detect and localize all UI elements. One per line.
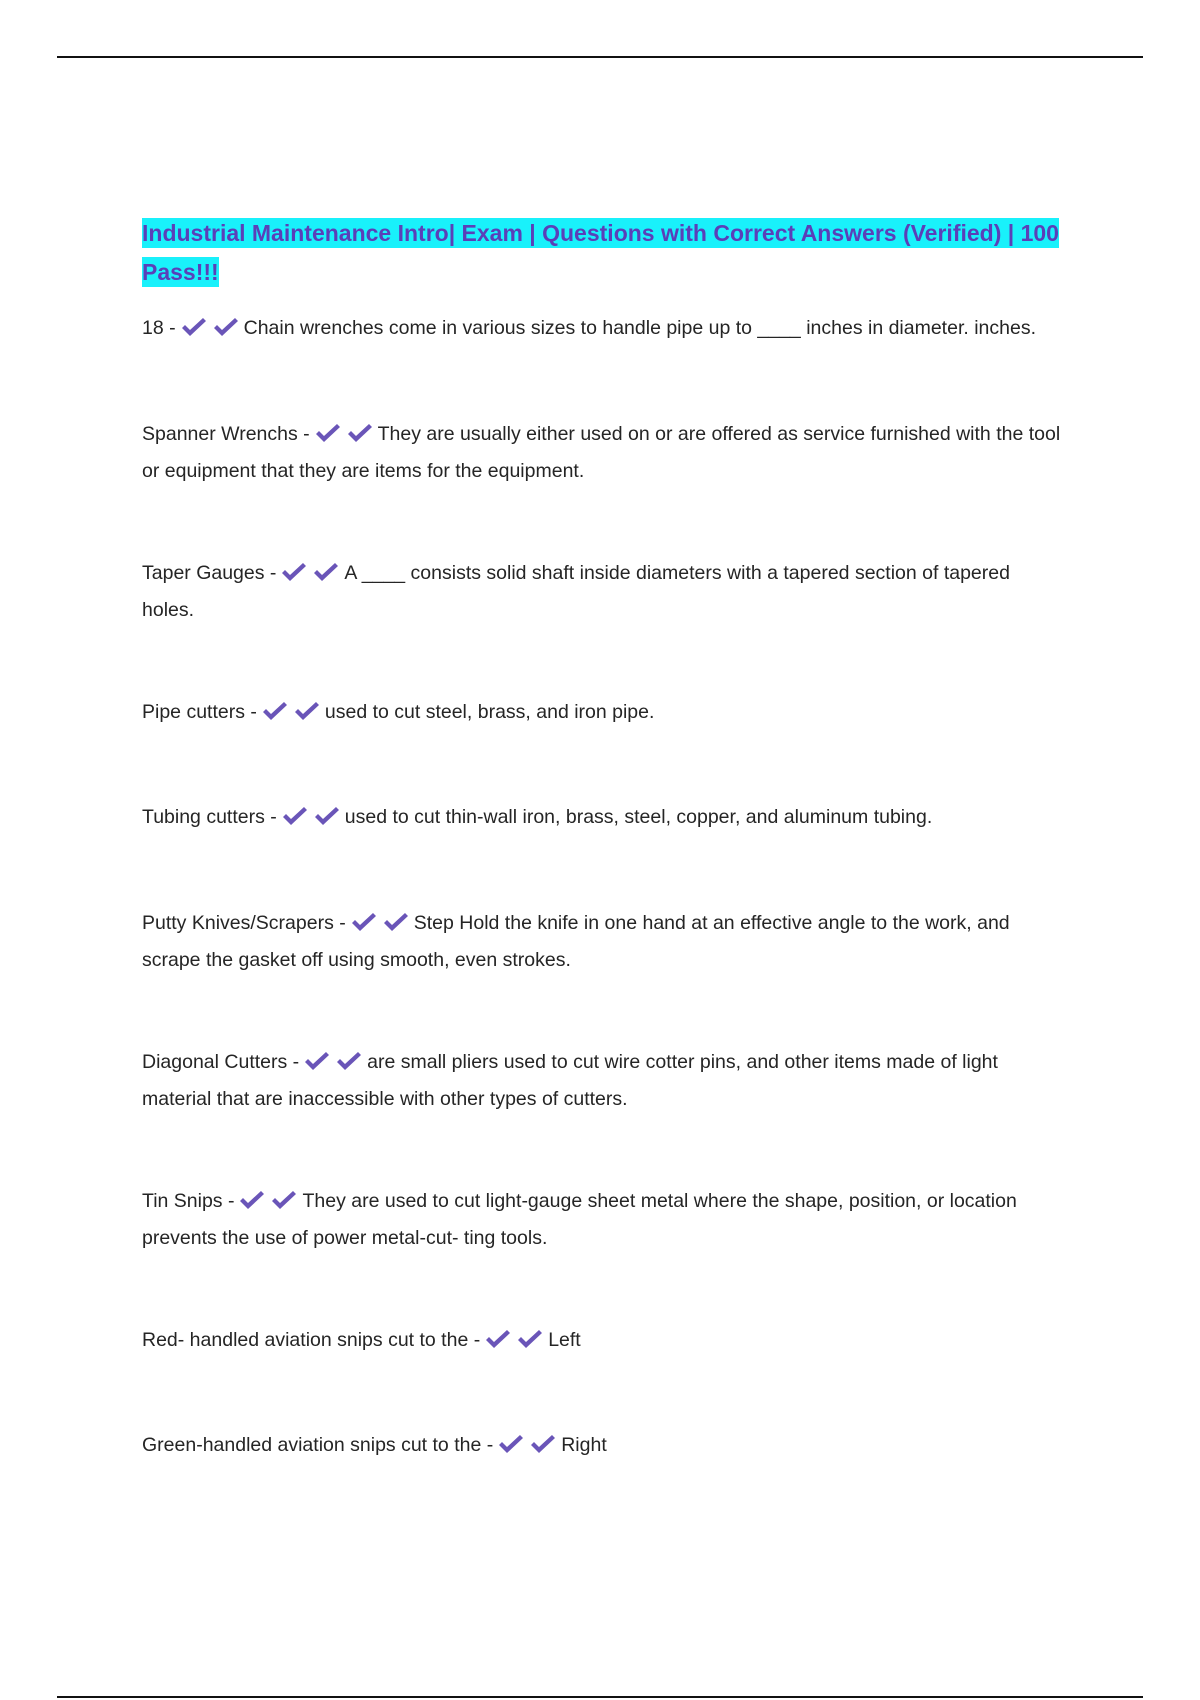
check-mark-icon	[529, 1433, 556, 1455]
qa-item	[142, 1046, 1062, 1117]
qa-list	[142, 312, 1062, 1467]
question-text: Putty Knives/Scrapers -	[142, 911, 346, 934]
check-mark-icon	[212, 316, 239, 338]
double-check-icon	[350, 911, 411, 945]
double-check-icon	[314, 422, 375, 456]
check-mark-icon	[314, 422, 341, 444]
question-text: Pipe cutters -	[142, 700, 257, 723]
qa-item	[142, 1185, 1062, 1256]
document-body	[142, 214, 1062, 1535]
document-title	[142, 214, 1062, 292]
qa-item	[142, 1324, 1062, 1362]
check-mark-icon	[484, 1328, 511, 1350]
title-highlight: Industrial Maintenance Intro| Exam | Questions with Correct Answers (Verified) | 100 Pass!!!	[142, 220, 1059, 285]
qa-item	[142, 1429, 1062, 1467]
check-mark-icon	[281, 805, 308, 827]
question-text: Spanner Wrenchs -	[142, 422, 310, 445]
answer-text: They are used to cut light-gauge sheet metal where the shape, position, or location prevents the use of power metal-cut- ting tools.	[142, 1189, 1017, 1249]
check-mark-icon	[382, 911, 409, 933]
double-check-icon	[497, 1433, 558, 1467]
check-mark-icon	[261, 700, 288, 722]
qa-item	[142, 801, 1062, 839]
answer-text: Step Hold the knife in one hand at an effective angle to the work, and scrape the gasket off using smooth, even strokes.	[142, 911, 1010, 971]
qa-item	[142, 557, 1062, 628]
answer-text: are small pliers used to cut wire cotter pins, and other items made of light material that are inaccessible with other types of cutters.	[142, 1050, 998, 1110]
check-mark-icon	[335, 1050, 362, 1072]
check-mark-icon	[346, 422, 373, 444]
qa-item	[142, 418, 1062, 489]
answer-text: Chain wrenches come in various sizes to handle pipe up to ____ inches in diameter. inches.	[243, 317, 1036, 339]
check-mark-icon	[280, 561, 307, 583]
question-text: 18 -	[142, 317, 176, 339]
check-mark-icon	[516, 1328, 543, 1350]
double-check-icon	[484, 1328, 545, 1362]
qa-item	[142, 312, 1062, 350]
top-rule	[57, 56, 1143, 58]
answer-text: used to cut thin-wall iron, brass, steel, copper, and aluminum tubing.	[344, 806, 933, 828]
double-check-icon	[180, 316, 241, 350]
question-text: Tin Snips -	[142, 1189, 235, 1212]
double-check-icon	[238, 1189, 299, 1223]
check-mark-icon	[238, 1189, 265, 1211]
check-mark-icon	[303, 1050, 330, 1072]
bottom-rule	[57, 1696, 1143, 1698]
check-mark-icon	[270, 1189, 297, 1211]
double-check-icon	[303, 1050, 364, 1084]
qa-item	[142, 907, 1062, 978]
answer-text: They are usually either used on or are offered as service furnished with the tool or equipment that they are items for the equipment.	[142, 422, 1061, 482]
check-mark-icon	[293, 700, 320, 722]
answer-text: used to cut steel, brass, and iron pipe.	[324, 700, 655, 723]
answer-text: Right	[561, 1434, 607, 1456]
double-check-icon	[281, 805, 342, 839]
question-text: Diagonal Cutters -	[142, 1050, 300, 1073]
double-check-icon	[261, 700, 322, 734]
answer-text: A ____ consists solid shaft inside diameters with a tapered section of tapered holes.	[142, 561, 1010, 621]
check-mark-icon	[312, 561, 339, 583]
check-mark-icon	[313, 805, 340, 827]
question-text: Red- handled aviation snips cut to the -	[142, 1328, 481, 1351]
question-text: Taper Gauges -	[142, 561, 277, 584]
answer-text: Left	[548, 1328, 581, 1351]
check-mark-icon	[497, 1433, 524, 1455]
double-check-icon	[280, 561, 341, 595]
check-mark-icon	[350, 911, 377, 933]
question-text: Tubing cutters -	[142, 806, 277, 828]
check-mark-icon	[180, 316, 207, 338]
question-text: Green-handled aviation snips cut to the -	[142, 1434, 494, 1456]
qa-item	[142, 696, 1062, 734]
